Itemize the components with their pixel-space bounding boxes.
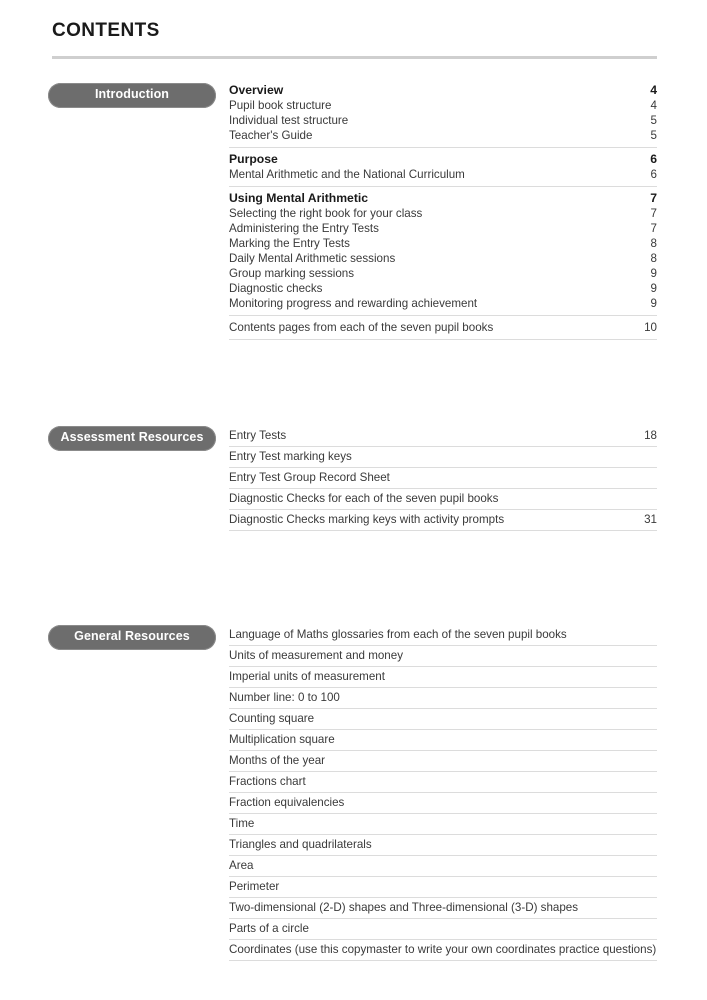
toc-row[interactable] xyxy=(229,919,657,940)
section-badge-label: Introduction xyxy=(94,87,170,101)
toc-entry-label: Overview xyxy=(229,83,284,97)
section-badge[interactable] xyxy=(48,83,216,108)
toc-page-number: 9 xyxy=(650,282,657,295)
toc-entry-label: Daily Mental Arithmetic sessions xyxy=(229,252,396,265)
toc-page-number: 7 xyxy=(650,222,657,235)
toc-row[interactable] xyxy=(229,772,657,793)
toc-row[interactable] xyxy=(229,877,657,898)
toc-page-number: 9 xyxy=(650,297,657,310)
toc-entry-label: Fraction equivalencies xyxy=(229,796,345,809)
toc-row[interactable] xyxy=(229,793,657,814)
toc-entry-label: Units of measurement and money xyxy=(229,649,403,662)
toc-entry-label: Contents pages from each of the seven pupil books xyxy=(229,321,494,334)
toc-row[interactable] xyxy=(229,468,657,489)
toc-heading-row[interactable] xyxy=(229,152,657,167)
toc-entry-label: Diagnostic Checks for each of the seven pupil books xyxy=(229,492,499,505)
toc-row[interactable] xyxy=(229,667,657,688)
toc-entry-label: Pupil book structure xyxy=(229,99,332,112)
toc-entry-label: Monitoring progress and rewarding achievement xyxy=(229,297,478,310)
section-badge-label: Assessment Resources xyxy=(60,430,204,444)
toc-entry-label: Coordinates (use this copymaster to write your own coordinates practice questions) xyxy=(229,943,657,956)
toc-row[interactable] xyxy=(229,447,657,468)
toc-page-number: 7 xyxy=(650,207,657,220)
toc-entry-label: Parts of a circle xyxy=(229,922,309,935)
toc-page-number: 10 xyxy=(644,321,657,334)
toc-entry-label: Entry Test Group Record Sheet xyxy=(229,471,390,484)
toc-page-number: 4 xyxy=(650,99,657,112)
section-badge-label: General Resources xyxy=(74,629,190,643)
toc-entry-label: Entry Test marking keys xyxy=(229,450,352,463)
toc-page-number: 9 xyxy=(650,267,657,280)
toc-row[interactable] xyxy=(229,206,657,221)
toc-entry-label: Multiplication square xyxy=(229,733,335,746)
toc-row[interactable] xyxy=(229,835,657,856)
page-title: CONTENTS xyxy=(52,20,160,41)
section-badge[interactable] xyxy=(48,625,216,650)
toc-row[interactable] xyxy=(229,751,657,772)
toc-entry-label: Group marking sessions xyxy=(229,267,355,280)
toc-page-number: 18 xyxy=(644,429,657,442)
entry-group xyxy=(229,191,657,316)
toc-page-number: 6 xyxy=(650,152,657,166)
title-divider xyxy=(52,56,657,59)
toc-row[interactable] xyxy=(229,940,657,961)
toc-entry-label: Using Mental Arithmetic xyxy=(229,191,369,205)
toc-row[interactable] xyxy=(229,98,657,113)
toc-entry-label: Teacher's Guide xyxy=(229,129,313,142)
toc-entry-label: Triangles and quadrilaterals xyxy=(229,838,372,851)
toc-row[interactable] xyxy=(229,688,657,709)
toc-row[interactable] xyxy=(229,266,657,281)
toc-entry-label: Selecting the right book for your class xyxy=(229,207,423,220)
section-entry-list xyxy=(229,83,657,344)
toc-row[interactable] xyxy=(229,251,657,266)
toc-entry-label: Diagnostic Checks marking keys with activity prompts xyxy=(229,513,505,526)
toc-entry-label: Number line: 0 to 100 xyxy=(229,691,340,704)
toc-entry-label: Individual test structure xyxy=(229,114,349,127)
section-badge[interactable] xyxy=(48,426,216,451)
toc-row[interactable] xyxy=(229,510,657,531)
toc-row[interactable] xyxy=(229,730,657,751)
toc-entry-label: Imperial units of measurement xyxy=(229,670,385,683)
toc-heading-row[interactable] xyxy=(229,83,657,98)
toc-entry-label: Two-dimensional (2-D) shapes and Three-dimensional (3-D) shapes xyxy=(229,901,579,914)
toc-entry-label: Months of the year xyxy=(229,754,326,767)
toc-row[interactable] xyxy=(229,856,657,877)
entry-group xyxy=(229,152,657,187)
toc-row[interactable] xyxy=(229,113,657,128)
toc-page-number: 31 xyxy=(644,513,657,526)
toc-entry-label: Administering the Entry Tests xyxy=(229,222,379,235)
toc-page-number: 8 xyxy=(650,252,657,265)
toc-entry-label: Purpose xyxy=(229,152,278,166)
entry-group xyxy=(229,83,657,148)
toc-entry-label: Time xyxy=(229,817,255,830)
toc-entry-label: Fractions chart xyxy=(229,775,306,788)
toc-row[interactable] xyxy=(229,296,657,311)
toc-row[interactable] xyxy=(229,709,657,730)
toc-row[interactable] xyxy=(229,236,657,251)
toc-entry-label: Mental Arithmetic and the National Curriculum xyxy=(229,168,465,181)
toc-entry-label: Perimeter xyxy=(229,880,280,893)
toc-row[interactable] xyxy=(229,814,657,835)
toc-page-number: 8 xyxy=(650,237,657,250)
toc-row[interactable] xyxy=(229,426,657,447)
toc-row[interactable] xyxy=(229,128,657,143)
toc-row[interactable] xyxy=(229,646,657,667)
toc-entry-label: Counting square xyxy=(229,712,315,725)
toc-entry-label: Entry Tests xyxy=(229,429,287,442)
toc-entry-label: Marking the Entry Tests xyxy=(229,237,350,250)
section-entry-list xyxy=(229,426,657,531)
toc-page-number: 7 xyxy=(650,191,657,205)
toc-heading-row[interactable] xyxy=(229,191,657,206)
toc-row[interactable] xyxy=(229,898,657,919)
toc-row[interactable] xyxy=(229,167,657,182)
toc-page-number: 5 xyxy=(650,129,657,142)
toc-page-number: 4 xyxy=(650,83,657,97)
toc-entry-label: Diagnostic checks xyxy=(229,282,323,295)
toc-row[interactable] xyxy=(229,625,657,646)
toc-entry-label: Language of Maths glossaries from each of the seven pupil books xyxy=(229,628,567,641)
toc-entry-label: Area xyxy=(229,859,254,872)
toc-page-number: 6 xyxy=(650,168,657,181)
section-entry-list xyxy=(229,625,657,961)
toc-row[interactable] xyxy=(229,221,657,236)
toc-row[interactable] xyxy=(229,281,657,296)
toc-page-number: 5 xyxy=(650,114,657,127)
toc-row[interactable] xyxy=(229,320,657,335)
toc-row[interactable] xyxy=(229,489,657,510)
entry-group xyxy=(229,320,657,340)
